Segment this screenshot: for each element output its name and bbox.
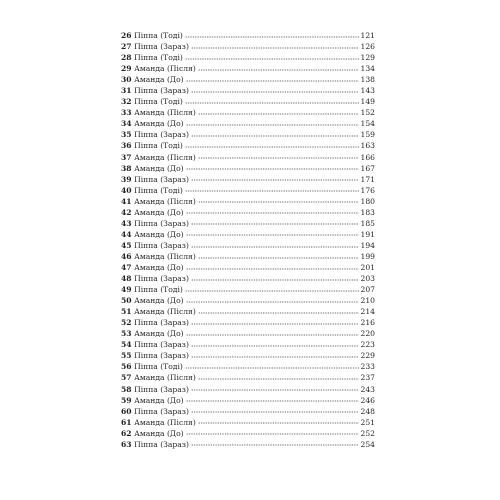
chapter-title: Піппа (Зараз)	[134, 240, 189, 250]
toc-entry	[121, 350, 375, 361]
page-number: 229	[360, 351, 375, 361]
chapter-number: 39	[121, 174, 132, 184]
toc-entry	[121, 129, 375, 140]
chapter-title: Аманда (Після)	[134, 373, 196, 383]
chapter-number: 38	[121, 163, 132, 173]
chapter-title: Піппа (Зараз)	[134, 351, 189, 361]
dot-leader	[186, 230, 359, 237]
chapter-title: Аманда (До)	[134, 163, 184, 173]
page-number: 199	[360, 251, 375, 261]
dot-leader	[186, 208, 359, 215]
toc-entry	[121, 196, 375, 207]
dot-leader	[185, 362, 359, 369]
page-number: 246	[360, 395, 375, 405]
dot-leader	[191, 340, 359, 347]
chapter-title: Аманда (Після)	[134, 417, 196, 427]
chapter-title: Аманда (Після)	[134, 64, 196, 74]
dot-leader	[185, 186, 359, 193]
chapter-title: Аманда (До)	[134, 262, 184, 272]
toc-entry	[121, 218, 375, 229]
dot-leader	[191, 440, 359, 447]
dot-leader	[198, 64, 359, 71]
dot-leader	[185, 141, 359, 148]
chapter-number: 53	[121, 329, 132, 339]
dot-leader	[186, 75, 359, 82]
chapter-number: 59	[121, 395, 132, 405]
page-number: 237	[360, 373, 375, 383]
dot-leader	[191, 274, 359, 281]
chapter-title: Аманда (Після)	[134, 307, 196, 317]
toc-entry	[121, 372, 375, 383]
table-of-contents	[121, 30, 375, 450]
toc-entry	[121, 284, 375, 295]
page-number: 126	[360, 42, 375, 52]
chapter-number: 32	[121, 97, 132, 107]
chapter-number: 62	[121, 428, 132, 438]
toc-entry	[121, 52, 375, 63]
page-number: 134	[360, 64, 375, 74]
chapter-title: Піппа (Зараз)	[134, 174, 189, 184]
chapter-number: 37	[121, 152, 132, 162]
page-number: 201	[360, 262, 375, 272]
chapter-title: Піппа (Тоді)	[134, 31, 183, 40]
toc-entry	[121, 384, 375, 395]
page-number: 171	[360, 174, 375, 184]
chapter-title: Піппа (Тоді)	[134, 97, 183, 107]
toc-entry	[121, 174, 375, 185]
chapter-title: Піппа (Зараз)	[134, 384, 189, 394]
chapter-number: 47	[121, 262, 132, 272]
dot-leader	[191, 86, 359, 93]
chapter-number: 48	[121, 274, 132, 284]
dot-leader	[191, 351, 359, 358]
chapter-number: 57	[121, 373, 132, 383]
chapter-title: Піппа (Зараз)	[134, 439, 189, 449]
dot-leader	[191, 241, 359, 248]
chapter-title: Піппа (Тоді)	[134, 53, 183, 63]
page-number: 129	[360, 53, 375, 63]
chapter-number: 42	[121, 207, 132, 217]
chapter-number: 36	[121, 141, 132, 151]
chapter-number: 56	[121, 362, 132, 372]
dot-leader	[198, 307, 359, 314]
toc-entry	[121, 406, 375, 417]
chapter-number: 55	[121, 351, 132, 361]
dot-leader	[185, 53, 359, 60]
toc-entry	[121, 74, 375, 85]
chapter-title: Аманда (До)	[134, 395, 184, 405]
page-number: 207	[360, 285, 375, 295]
toc-entry	[121, 107, 375, 118]
toc-entry	[121, 30, 375, 41]
dot-leader	[185, 285, 359, 292]
toc-entry	[121, 152, 375, 163]
toc-entry	[121, 118, 375, 129]
page-number: 251	[360, 417, 375, 427]
chapter-number: 44	[121, 229, 132, 239]
chapter-number: 33	[121, 108, 132, 118]
dot-leader	[198, 252, 359, 259]
chapter-title: Піппа (Зараз)	[134, 406, 189, 416]
chapter-title: Аманда (До)	[134, 296, 184, 306]
page-number: 180	[360, 196, 375, 206]
chapter-number: 40	[121, 185, 132, 195]
dot-leader	[186, 396, 359, 403]
page-number: 254	[360, 439, 375, 449]
page-number: 143	[360, 86, 375, 96]
chapter-number: 28	[121, 53, 132, 63]
dot-leader	[186, 329, 359, 336]
chapter-title: Аманда (Після)	[134, 152, 196, 162]
chapter-title: Піппа (Зараз)	[134, 42, 189, 52]
dot-leader	[186, 296, 359, 303]
page-number: 185	[360, 218, 375, 228]
chapter-title: Піппа (Тоді)	[134, 362, 183, 372]
page-number: 210	[360, 296, 375, 306]
page-number: 176	[360, 185, 375, 195]
chapter-title: Аманда (До)	[134, 329, 184, 339]
chapter-number: 60	[121, 406, 132, 416]
toc-entry	[121, 395, 375, 406]
page-number: 149	[360, 97, 375, 107]
page-number: 163	[360, 141, 375, 151]
chapter-title: Піппа (Зараз)	[134, 340, 189, 350]
chapter-title: Аманда (До)	[134, 75, 184, 85]
page-number: 203	[360, 274, 375, 284]
chapter-number: 46	[121, 251, 132, 261]
chapter-number: 49	[121, 285, 132, 295]
toc-entry	[121, 361, 375, 372]
page-number: 216	[360, 318, 375, 328]
toc-entry	[121, 328, 375, 339]
page-number: 191	[360, 229, 375, 239]
chapter-title: Піппа (Зараз)	[134, 274, 189, 284]
dot-leader	[191, 175, 359, 182]
page-number: 194	[360, 240, 375, 250]
toc-entry	[121, 306, 375, 317]
page-number: 248	[360, 406, 375, 416]
chapter-title: Піппа (Тоді)	[134, 285, 183, 295]
page-number: 121	[360, 31, 375, 40]
chapter-number: 50	[121, 296, 132, 306]
dot-leader	[185, 31, 359, 38]
dot-leader	[186, 119, 359, 126]
chapter-title: Аманда (Після)	[134, 196, 196, 206]
dot-leader	[191, 407, 359, 414]
chapter-title: Аманда (До)	[134, 428, 184, 438]
page-number: 167	[360, 163, 375, 173]
toc-entry	[121, 417, 375, 428]
dot-leader	[186, 263, 359, 270]
chapter-number: 54	[121, 340, 132, 350]
page-number: 138	[360, 75, 375, 85]
chapter-title: Піппа (Зараз)	[134, 318, 189, 328]
chapter-number: 61	[121, 417, 132, 427]
chapter-number: 34	[121, 119, 132, 129]
chapter-number: 29	[121, 64, 132, 74]
toc-entry	[121, 273, 375, 284]
dot-leader	[186, 429, 359, 436]
toc-entry	[121, 185, 375, 196]
chapter-number: 58	[121, 384, 132, 394]
toc-entry	[121, 251, 375, 262]
chapter-number: 51	[121, 307, 132, 317]
dot-leader	[198, 418, 359, 425]
toc-entry	[121, 63, 375, 74]
page-number: 152	[360, 108, 375, 118]
toc-entry	[121, 41, 375, 52]
dot-leader	[198, 373, 359, 380]
chapter-title: Піппа (Тоді)	[134, 141, 183, 151]
toc-entry	[121, 207, 375, 218]
chapter-title: Аманда (Після)	[134, 108, 196, 118]
toc-entry	[121, 439, 375, 450]
toc-entry	[121, 339, 375, 350]
chapter-number: 52	[121, 318, 132, 328]
dot-leader	[186, 164, 359, 171]
page-number: 166	[360, 152, 375, 162]
chapter-number: 43	[121, 218, 132, 228]
chapter-title: Піппа (Зараз)	[134, 218, 189, 228]
chapter-number: 45	[121, 240, 132, 250]
page-number: 223	[360, 340, 375, 350]
toc-entry	[121, 85, 375, 96]
dot-leader	[198, 197, 359, 204]
chapter-title: Піппа (Зараз)	[134, 86, 189, 96]
chapter-title: Аманда (До)	[134, 119, 184, 129]
page-number: 154	[360, 119, 375, 129]
chapter-number: 41	[121, 196, 132, 206]
dot-leader	[191, 219, 359, 226]
page-number: 220	[360, 329, 375, 339]
dot-leader	[198, 108, 359, 115]
chapter-number: 27	[121, 42, 132, 52]
toc-entry	[121, 262, 375, 273]
dot-leader	[191, 318, 359, 325]
chapter-number: 30	[121, 75, 132, 85]
chapter-number: 31	[121, 86, 132, 96]
dot-leader	[191, 42, 359, 49]
page-number: 214	[360, 307, 375, 317]
dot-leader	[185, 97, 359, 104]
toc-entry	[121, 428, 375, 439]
dot-leader	[191, 130, 359, 137]
page-number: 243	[360, 384, 375, 394]
toc-entry	[121, 295, 375, 306]
toc-entry	[121, 96, 375, 107]
page-number: 159	[360, 130, 375, 140]
dot-leader	[198, 153, 359, 160]
chapter-number: 63	[121, 439, 132, 449]
chapter-title: Аманда (До)	[134, 207, 184, 217]
chapter-title: Піппа (Тоді)	[134, 185, 183, 195]
chapter-title: Аманда (До)	[134, 229, 184, 239]
chapter-title: Піппа (Зараз)	[134, 130, 189, 140]
page-number: 233	[360, 362, 375, 372]
page-number: 252	[360, 428, 375, 438]
dot-leader	[191, 385, 359, 392]
toc-entry	[121, 229, 375, 240]
chapter-number: 26	[121, 31, 132, 40]
toc-entry	[121, 140, 375, 151]
toc-entry	[121, 163, 375, 174]
toc-entry	[121, 240, 375, 251]
toc-entry	[121, 317, 375, 328]
chapter-title: Аманда (Після)	[134, 251, 196, 261]
chapter-number: 35	[121, 130, 132, 140]
page-number: 183	[360, 207, 375, 217]
